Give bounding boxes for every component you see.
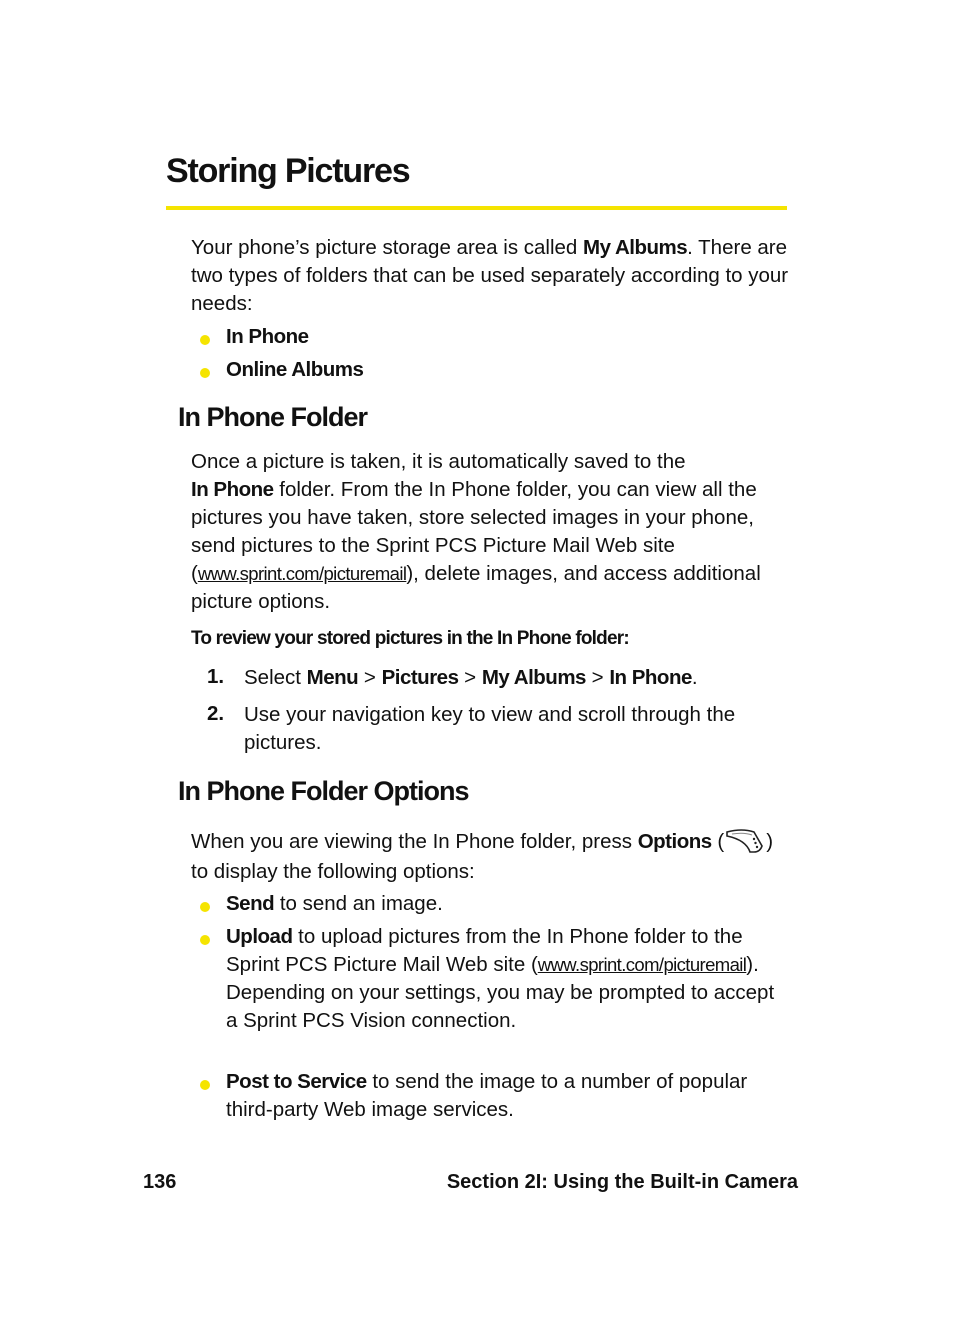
option-upload	[226, 923, 791, 1035]
intro-text-b: . There are two types of folders that can be used separately according to your needs:	[191, 236, 789, 315]
step-2-text: Use your navigation key to view and scroll through the pictures.	[244, 703, 736, 754]
right-softkey-icon	[724, 826, 766, 854]
bullet-dot	[200, 335, 210, 345]
upload-picturemail-link[interactable]: www.sprint.com/picturemail	[537, 954, 747, 975]
folder-type-online-albums: Online Albums	[226, 358, 364, 381]
bullet-dot	[200, 935, 210, 945]
folder-type-in-phone: In Phone	[226, 325, 309, 348]
path-separator: >	[358, 666, 382, 689]
in-phone-label: In Phone	[609, 666, 692, 689]
section-heading-in-phone-folder: In Phone Folder	[178, 402, 368, 432]
step-number: 2.	[207, 702, 225, 725]
pictures-label: Pictures	[381, 666, 459, 689]
option-post-to-service	[226, 1068, 791, 1124]
paren-open: (	[711, 830, 725, 853]
title-underline	[166, 206, 787, 210]
options-softkey-label: Options	[637, 830, 712, 853]
option-upload-desc: to upload pictures from the In Phone folder to the Sprint PCS Picture Mail Web site (	[226, 925, 743, 976]
in-phone-line-1: Once a picture is taken, it is automatically saved to the	[191, 450, 686, 473]
intro-bold-my-albums: My Albums	[583, 236, 688, 259]
option-send-label: Send	[226, 892, 275, 915]
intro-text-a: Your phone’s picture storage area is called	[191, 236, 584, 259]
list-item	[226, 323, 309, 351]
in-phone-bold: In Phone	[191, 478, 274, 501]
menu-label: Menu	[306, 666, 359, 689]
section-footer: Section 2I: Using the Built-in Camera	[446, 1171, 798, 1193]
section-heading-options: In Phone Folder Options	[178, 776, 469, 806]
step-1-text	[244, 664, 794, 692]
options-intro-text: When you are viewing the In Phone folder, press	[191, 830, 638, 853]
option-post-label: Post to Service	[226, 1070, 367, 1093]
options-intro-line-1	[191, 826, 796, 856]
options-intro-line-2: to display the following options:	[191, 860, 475, 883]
option-upload-desc-2: ). Depending on your settings, you may be prompted to accept a Sprint PCS Vision connection.	[226, 953, 775, 1032]
link-open-paren: (	[191, 562, 198, 585]
page-title: Storing Pictures	[166, 152, 410, 190]
in-phone-paragraph	[191, 448, 791, 616]
my-albums-label: My Albums	[481, 666, 586, 689]
bullet-dot	[200, 368, 210, 378]
option-send	[226, 890, 791, 918]
bullet-dot	[200, 1080, 210, 1090]
intro-paragraph	[191, 234, 791, 318]
procedure-subhead: To review your stored pictures in the In Phone folder:	[191, 628, 629, 649]
option-send-desc: to send an image.	[274, 892, 443, 915]
option-upload-label: Upload	[226, 925, 293, 948]
list-item	[226, 356, 363, 384]
bullet-dot	[200, 902, 210, 912]
in-phone-line-2	[191, 476, 791, 560]
in-phone-rest: folder. From the In Phone folder, you can view all the pictures you have taken, store selected images in your phone, send pictures to the Sprint PCS Picture Mail Web site	[191, 478, 757, 557]
in-phone-link-line	[191, 560, 791, 616]
step-1-select: Select	[244, 666, 307, 689]
paren-close: )	[766, 830, 774, 853]
path-separator: >	[458, 666, 482, 689]
after-link-text: ), delete images, and access additional picture options.	[191, 562, 761, 613]
picturemail-link[interactable]: www.sprint.com/picturemail	[197, 563, 407, 584]
option-post-desc: to send the image to a number of popular third-party Web image services.	[226, 1070, 748, 1121]
step-number: 1.	[207, 665, 225, 688]
path-separator: >	[585, 666, 610, 689]
page-number: 136	[143, 1171, 177, 1193]
step-1-end: .	[691, 666, 698, 689]
options-intro	[191, 826, 796, 886]
